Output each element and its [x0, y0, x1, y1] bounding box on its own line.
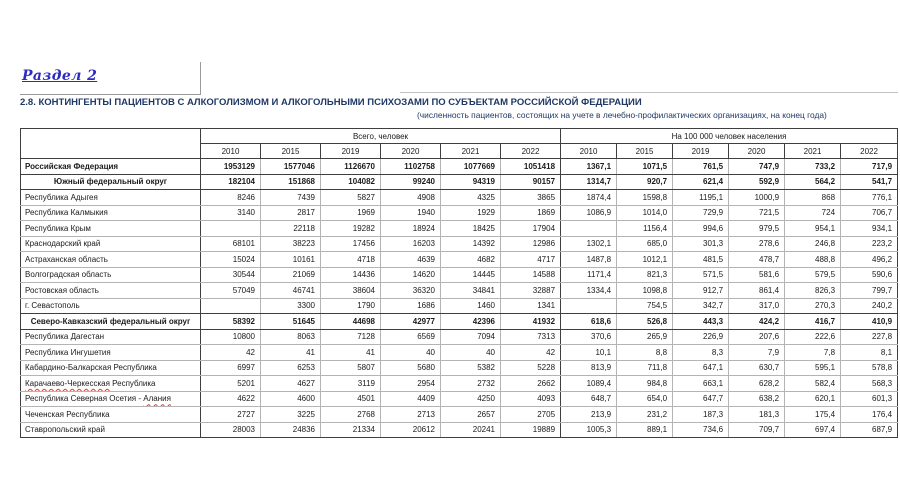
row-label-cell[interactable]: Республика Дагестан — [21, 329, 201, 345]
value-cell[interactable]: 4093 — [501, 391, 561, 407]
value-cell[interactable]: 10800 — [201, 329, 261, 345]
value-cell[interactable]: 17904 — [501, 221, 561, 237]
value-cell[interactable]: 2768 — [321, 407, 381, 423]
value-cell[interactable]: 44698 — [321, 314, 381, 330]
value-cell[interactable]: 8063 — [261, 329, 321, 345]
value-cell[interactable]: 182104 — [201, 174, 261, 190]
value-cell[interactable]: 733,2 — [785, 159, 841, 175]
value-cell[interactable]: 1086,9 — [561, 205, 617, 221]
value-cell[interactable]: 541,7 — [841, 174, 898, 190]
value-cell[interactable]: 10161 — [261, 252, 321, 268]
value-cell[interactable]: 1341 — [501, 298, 561, 314]
value-cell[interactable]: 647,1 — [673, 360, 729, 376]
value-cell[interactable]: 42977 — [381, 314, 441, 330]
table-row — [21, 283, 898, 299]
value-cell[interactable]: 19282 — [321, 221, 381, 237]
value-cell[interactable]: 240,2 — [841, 298, 898, 314]
value-cell[interactable]: 2817 — [261, 205, 321, 221]
value-cell[interactable]: 68101 — [201, 236, 261, 252]
value-cell[interactable]: 226,9 — [673, 329, 729, 345]
value-cell[interactable]: 628,2 — [729, 376, 785, 392]
row-label-cell[interactable]: Республика Адыгея — [21, 190, 201, 206]
value-cell[interactable]: 488,8 — [785, 252, 841, 268]
value-cell[interactable]: 4325 — [441, 190, 501, 206]
value-cell[interactable]: 813,9 — [561, 360, 617, 376]
year-header-cell[interactable]: 2019 — [321, 144, 381, 159]
value-cell[interactable]: 30544 — [201, 267, 261, 283]
value-cell[interactable]: 821,3 — [617, 267, 673, 283]
table-row — [21, 267, 898, 283]
value-cell[interactable]: 1005,3 — [561, 422, 617, 438]
value-cell[interactable]: 2727 — [201, 407, 261, 423]
value-cell[interactable]: 4501 — [321, 391, 381, 407]
value-cell[interactable]: 1089,4 — [561, 376, 617, 392]
value-cell[interactable]: 246,8 — [785, 236, 841, 252]
value-cell[interactable]: 38604 — [321, 283, 381, 299]
value-cell[interactable]: 36320 — [381, 283, 441, 299]
value-cell[interactable]: 8,8 — [617, 345, 673, 361]
value-cell[interactable]: 706,7 — [841, 205, 898, 221]
value-cell[interactable]: 42 — [501, 345, 561, 361]
table-row — [21, 205, 898, 221]
misspelled-word: Карачаево-Черкесская — [25, 378, 110, 388]
value-cell[interactable]: 734,6 — [673, 422, 729, 438]
value-cell[interactable]: 1686 — [381, 298, 441, 314]
corner-cell[interactable] — [21, 129, 201, 159]
table-row — [21, 391, 898, 407]
value-cell[interactable]: 526,8 — [617, 314, 673, 330]
value-cell[interactable]: 5382 — [441, 360, 501, 376]
value-cell[interactable]: 709,7 — [729, 422, 785, 438]
value-cell[interactable]: 1869 — [501, 205, 561, 221]
value-cell[interactable]: 729,9 — [673, 205, 729, 221]
value-cell[interactable]: 14620 — [381, 267, 441, 283]
value-cell[interactable]: 99240 — [381, 174, 441, 190]
value-cell[interactable]: 979,5 — [729, 221, 785, 237]
value-cell[interactable]: 20241 — [441, 422, 501, 438]
value-cell[interactable]: 630,7 — [729, 360, 785, 376]
table-row — [21, 360, 898, 376]
value-cell[interactable]: 1126670 — [321, 159, 381, 175]
row-label-cell[interactable]: Волгоградская область — [21, 267, 201, 283]
value-cell[interactable]: 1102758 — [381, 159, 441, 175]
value-cell[interactable]: 7,9 — [729, 345, 785, 361]
value-cell[interactable]: 799,7 — [841, 283, 898, 299]
value-cell[interactable]: 697,4 — [785, 422, 841, 438]
value-cell[interactable]: 1953129 — [201, 159, 261, 175]
value-cell[interactable]: 8,1 — [841, 345, 898, 361]
value-cell[interactable]: 582,4 — [785, 376, 841, 392]
value-cell[interactable]: 954,1 — [785, 221, 841, 237]
year-header-cell[interactable]: 2020 — [381, 144, 441, 159]
value-cell[interactable]: 42396 — [441, 314, 501, 330]
value-cell[interactable] — [201, 221, 261, 237]
value-cell[interactable] — [561, 298, 617, 314]
value-cell[interactable]: 21334 — [321, 422, 381, 438]
value-cell[interactable]: 1195,1 — [673, 190, 729, 206]
value-cell[interactable]: 51645 — [261, 314, 321, 330]
year-header-cell[interactable]: 2015 — [261, 144, 321, 159]
value-cell[interactable]: 2954 — [381, 376, 441, 392]
value-cell[interactable]: 568,3 — [841, 376, 898, 392]
group-header-cell[interactable]: На 100 000 человек населения — [561, 129, 898, 144]
row-label-cell[interactable]: Карачаево-Черкесская Республика — [21, 376, 201, 392]
value-cell[interactable]: 601,3 — [841, 391, 898, 407]
value-cell[interactable]: 317,0 — [729, 298, 785, 314]
value-cell[interactable]: 1000,9 — [729, 190, 785, 206]
value-cell[interactable]: 1171,4 — [561, 267, 617, 283]
table-title: 2.8. КОНТИНГЕНТЫ ПАЦИЕНТОВ С АЛКОГОЛИЗМОМ И АЛКОГОЛЬНЫМИ ПСИХОЗАМИ ПО СУБЪЕКТАМ РОССИЙСКОЙ ФЕДЕРАЦИИ — [20, 97, 642, 108]
value-cell[interactable]: 231,2 — [617, 407, 673, 423]
value-cell[interactable]: 40 — [381, 345, 441, 361]
value-cell[interactable]: 912,7 — [673, 283, 729, 299]
value-cell[interactable]: 578,8 — [841, 360, 898, 376]
value-cell[interactable]: 410,9 — [841, 314, 898, 330]
value-cell[interactable]: 14588 — [501, 267, 561, 283]
row-label-cell[interactable]: Республика Крым — [21, 221, 201, 237]
value-cell[interactable]: 647,7 — [673, 391, 729, 407]
value-cell[interactable]: 717,9 — [841, 159, 898, 175]
table-row — [21, 422, 898, 438]
row-label-cell[interactable]: Российская Федерация — [21, 159, 201, 175]
year-header-cell[interactable]: 2022 — [501, 144, 561, 159]
value-cell[interactable]: 920,7 — [617, 174, 673, 190]
value-cell[interactable]: 7313 — [501, 329, 561, 345]
value-cell[interactable]: 1302,1 — [561, 236, 617, 252]
value-cell[interactable]: 213,9 — [561, 407, 617, 423]
value-cell[interactable]: 592,9 — [729, 174, 785, 190]
table-row — [21, 236, 898, 252]
group-header-cell[interactable]: Всего, человек — [201, 129, 561, 144]
value-cell[interactable]: 4682 — [441, 252, 501, 268]
value-cell[interactable]: 7094 — [441, 329, 501, 345]
value-cell[interactable]: 663,1 — [673, 376, 729, 392]
value-cell[interactable]: 18924 — [381, 221, 441, 237]
value-cell[interactable]: 1334,4 — [561, 283, 617, 299]
value-cell[interactable]: 481,5 — [673, 252, 729, 268]
table-row — [21, 314, 898, 330]
row-label-cell[interactable]: Ростовская область — [21, 283, 201, 299]
value-cell[interactable]: 687,9 — [841, 422, 898, 438]
value-cell[interactable]: 416,7 — [785, 314, 841, 330]
value-cell[interactable]: 7439 — [261, 190, 321, 206]
value-cell[interactable]: 6569 — [381, 329, 441, 345]
value-cell[interactable]: 1969 — [321, 205, 381, 221]
table-row — [21, 252, 898, 268]
value-cell[interactable]: 590,6 — [841, 267, 898, 283]
value-cell[interactable]: 1598,8 — [617, 190, 673, 206]
table-row — [21, 329, 898, 345]
value-cell[interactable]: 3140 — [201, 205, 261, 221]
value-cell[interactable]: 621,4 — [673, 174, 729, 190]
value-cell[interactable]: 57049 — [201, 283, 261, 299]
value-cell[interactable]: 7,8 — [785, 345, 841, 361]
value-cell[interactable] — [561, 221, 617, 237]
value-cell[interactable]: 581,6 — [729, 267, 785, 283]
value-cell[interactable]: 41 — [321, 345, 381, 361]
year-header-cell[interactable]: 2015 — [617, 144, 673, 159]
row-label-cell[interactable]: г. Севастополь — [21, 298, 201, 314]
value-cell[interactable]: 620,1 — [785, 391, 841, 407]
value-cell[interactable]: 1156,4 — [617, 221, 673, 237]
value-cell[interactable]: 1367,1 — [561, 159, 617, 175]
value-cell[interactable]: 6997 — [201, 360, 261, 376]
table-body — [21, 159, 898, 438]
value-cell[interactable]: 14436 — [321, 267, 381, 283]
row-label-cell[interactable]: Северо-Кавказский федеральный округ — [21, 314, 201, 330]
value-cell[interactable]: 10,1 — [561, 345, 617, 361]
value-cell[interactable]: 46741 — [261, 283, 321, 299]
table-row — [21, 298, 898, 314]
value-cell[interactable]: 1577046 — [261, 159, 321, 175]
value-cell[interactable]: 4718 — [321, 252, 381, 268]
value-cell[interactable]: 861,4 — [729, 283, 785, 299]
value-cell[interactable]: 478,7 — [729, 252, 785, 268]
value-cell[interactable]: 1098,8 — [617, 283, 673, 299]
value-cell[interactable]: 5201 — [201, 376, 261, 392]
value-cell[interactable]: 4600 — [261, 391, 321, 407]
value-cell[interactable]: 181,3 — [729, 407, 785, 423]
value-cell[interactable]: 2732 — [441, 376, 501, 392]
value-cell[interactable]: 32887 — [501, 283, 561, 299]
value-cell[interactable]: 24836 — [261, 422, 321, 438]
value-cell[interactable]: 151868 — [261, 174, 321, 190]
value-cell[interactable]: 1790 — [321, 298, 381, 314]
value-cell[interactable]: 14392 — [441, 236, 501, 252]
cell-border-vertical — [200, 62, 201, 95]
table-row — [21, 221, 898, 237]
value-cell[interactable]: 4627 — [261, 376, 321, 392]
year-header-cell[interactable]: 2021 — [785, 144, 841, 159]
value-cell[interactable]: 19889 — [501, 422, 561, 438]
value-cell[interactable]: 3225 — [261, 407, 321, 423]
value-cell[interactable]: 721,5 — [729, 205, 785, 221]
row-label-cell[interactable]: Кабардино-Балкарская Республика — [21, 360, 201, 376]
value-cell[interactable]: 685,0 — [617, 236, 673, 252]
value-cell[interactable]: 270,3 — [785, 298, 841, 314]
value-cell[interactable]: 496,2 — [841, 252, 898, 268]
row-label-cell[interactable]: Республика Северная Осетия - Алания — [21, 391, 201, 407]
value-cell[interactable]: 571,5 — [673, 267, 729, 283]
row-label-cell[interactable]: Республика Калмыкия — [21, 205, 201, 221]
row-label-cell[interactable]: Краснодарский край — [21, 236, 201, 252]
table-row — [21, 376, 898, 392]
misspelled-word: Алания — [143, 394, 171, 404]
value-cell[interactable]: 227,8 — [841, 329, 898, 345]
value-cell[interactable]: 648,7 — [561, 391, 617, 407]
value-cell[interactable]: 2662 — [501, 376, 561, 392]
value-cell[interactable]: 826,3 — [785, 283, 841, 299]
value-cell[interactable]: 1077669 — [441, 159, 501, 175]
value-cell[interactable]: 1051418 — [501, 159, 561, 175]
value-cell[interactable]: 3300 — [261, 298, 321, 314]
value-cell[interactable]: 223,2 — [841, 236, 898, 252]
row-label-cell[interactable]: Чеченская Республика — [21, 407, 201, 423]
value-cell[interactable]: 4639 — [381, 252, 441, 268]
value-cell[interactable]: 58392 — [201, 314, 261, 330]
table-row — [21, 174, 898, 190]
value-cell[interactable]: 38223 — [261, 236, 321, 252]
value-cell[interactable]: 14445 — [441, 267, 501, 283]
year-header-cell[interactable]: 2021 — [441, 144, 501, 159]
value-cell[interactable]: 207,6 — [729, 329, 785, 345]
value-cell[interactable]: 1012,1 — [617, 252, 673, 268]
table-row — [21, 345, 898, 361]
row-label-cell[interactable]: Республика Ингушетия — [21, 345, 201, 361]
value-cell[interactable]: 1487,8 — [561, 252, 617, 268]
value-cell[interactable]: 90157 — [501, 174, 561, 190]
value-cell[interactable]: 1314,7 — [561, 174, 617, 190]
year-header-cell[interactable]: 2010 — [561, 144, 617, 159]
section-link[interactable]: Раздел 2 — [22, 68, 98, 84]
value-cell[interactable]: 424,2 — [729, 314, 785, 330]
value-cell[interactable]: 776,1 — [841, 190, 898, 206]
value-cell[interactable]: 18425 — [441, 221, 501, 237]
value-cell[interactable]: 579,5 — [785, 267, 841, 283]
value-cell[interactable]: 4908 — [381, 190, 441, 206]
value-cell[interactable]: 34841 — [441, 283, 501, 299]
value-cell[interactable]: 747,9 — [729, 159, 785, 175]
value-cell[interactable]: 889,1 — [617, 422, 673, 438]
value-cell[interactable]: 176,4 — [841, 407, 898, 423]
value-cell[interactable]: 4622 — [201, 391, 261, 407]
value-cell[interactable]: 222,6 — [785, 329, 841, 345]
value-cell[interactable]: 1014,0 — [617, 205, 673, 221]
value-cell[interactable]: 17456 — [321, 236, 381, 252]
table-row — [21, 190, 898, 206]
value-cell[interactable]: 5807 — [321, 360, 381, 376]
year-header-cell[interactable]: 2022 — [841, 144, 898, 159]
value-cell[interactable]: 187,3 — [673, 407, 729, 423]
value-cell[interactable]: 4409 — [381, 391, 441, 407]
value-cell[interactable]: 1929 — [441, 205, 501, 221]
value-cell[interactable]: 724 — [785, 205, 841, 221]
cell-border-horizontal — [20, 94, 201, 95]
value-cell[interactable]: 41932 — [501, 314, 561, 330]
value-cell[interactable]: 278,6 — [729, 236, 785, 252]
row-label-cell[interactable]: Южный федеральный округ — [21, 174, 201, 190]
value-cell[interactable]: 3865 — [501, 190, 561, 206]
value-cell[interactable]: 2705 — [501, 407, 561, 423]
value-cell[interactable]: 104082 — [321, 174, 381, 190]
value-cell[interactable]: 638,2 — [729, 391, 785, 407]
value-cell[interactable]: 761,5 — [673, 159, 729, 175]
value-cell[interactable]: 7128 — [321, 329, 381, 345]
value-cell[interactable]: 2713 — [381, 407, 441, 423]
value-cell[interactable]: 12986 — [501, 236, 561, 252]
value-cell[interactable]: 994,6 — [673, 221, 729, 237]
value-cell[interactable]: 42 — [201, 345, 261, 361]
year-header-cell[interactable]: 2019 — [673, 144, 729, 159]
value-cell[interactable]: 41 — [261, 345, 321, 361]
value-cell[interactable]: 301,3 — [673, 236, 729, 252]
value-cell[interactable]: 15024 — [201, 252, 261, 268]
year-header-cell[interactable]: 2020 — [729, 144, 785, 159]
value-cell[interactable]: 4250 — [441, 391, 501, 407]
value-cell[interactable]: 934,1 — [841, 221, 898, 237]
row-label-cell[interactable]: Астраханская область — [21, 252, 201, 268]
value-cell[interactable]: 8246 — [201, 190, 261, 206]
value-cell[interactable]: 654,0 — [617, 391, 673, 407]
value-cell[interactable]: 5827 — [321, 190, 381, 206]
value-cell[interactable]: 22118 — [261, 221, 321, 237]
value-cell[interactable]: 16203 — [381, 236, 441, 252]
value-cell[interactable]: 868 — [785, 190, 841, 206]
value-cell[interactable]: 754,5 — [617, 298, 673, 314]
value-cell[interactable]: 6253 — [261, 360, 321, 376]
value-cell[interactable]: 618,6 — [561, 314, 617, 330]
value-cell[interactable]: 1460 — [441, 298, 501, 314]
value-cell[interactable]: 1940 — [381, 205, 441, 221]
value-cell[interactable]: 265,9 — [617, 329, 673, 345]
data-table — [20, 128, 898, 438]
row-gridline — [400, 92, 898, 93]
table-row — [21, 159, 898, 175]
value-cell[interactable]: 175,4 — [785, 407, 841, 423]
value-cell[interactable]: 3119 — [321, 376, 381, 392]
value-cell[interactable]: 21069 — [261, 267, 321, 283]
value-cell[interactable]: 5228 — [501, 360, 561, 376]
value-cell[interactable]: 1874,4 — [561, 190, 617, 206]
year-header-cell[interactable]: 2010 — [201, 144, 261, 159]
value-cell[interactable]: 595,1 — [785, 360, 841, 376]
value-cell[interactable] — [201, 298, 261, 314]
value-cell[interactable]: 40 — [441, 345, 501, 361]
value-cell[interactable]: 443,3 — [673, 314, 729, 330]
value-cell[interactable]: 28003 — [201, 422, 261, 438]
row-label-cell[interactable]: Ставропольский край — [21, 422, 201, 438]
value-cell[interactable]: 711,8 — [617, 360, 673, 376]
value-cell[interactable]: 564,2 — [785, 174, 841, 190]
value-cell[interactable]: 342,7 — [673, 298, 729, 314]
value-cell[interactable]: 4717 — [501, 252, 561, 268]
value-cell[interactable]: 20612 — [381, 422, 441, 438]
table-subtitle: (численность пациентов, состоящих на учете в лечебно-профилактических организациях, на конец года) — [417, 110, 827, 120]
value-cell[interactable]: 984,8 — [617, 376, 673, 392]
table-header — [21, 129, 898, 159]
value-cell[interactable]: 2657 — [441, 407, 501, 423]
value-cell[interactable]: 1071,5 — [617, 159, 673, 175]
value-cell[interactable]: 94319 — [441, 174, 501, 190]
value-cell[interactable]: 5680 — [381, 360, 441, 376]
value-cell[interactable]: 8,3 — [673, 345, 729, 361]
table-row — [21, 407, 898, 423]
value-cell[interactable]: 370,6 — [561, 329, 617, 345]
